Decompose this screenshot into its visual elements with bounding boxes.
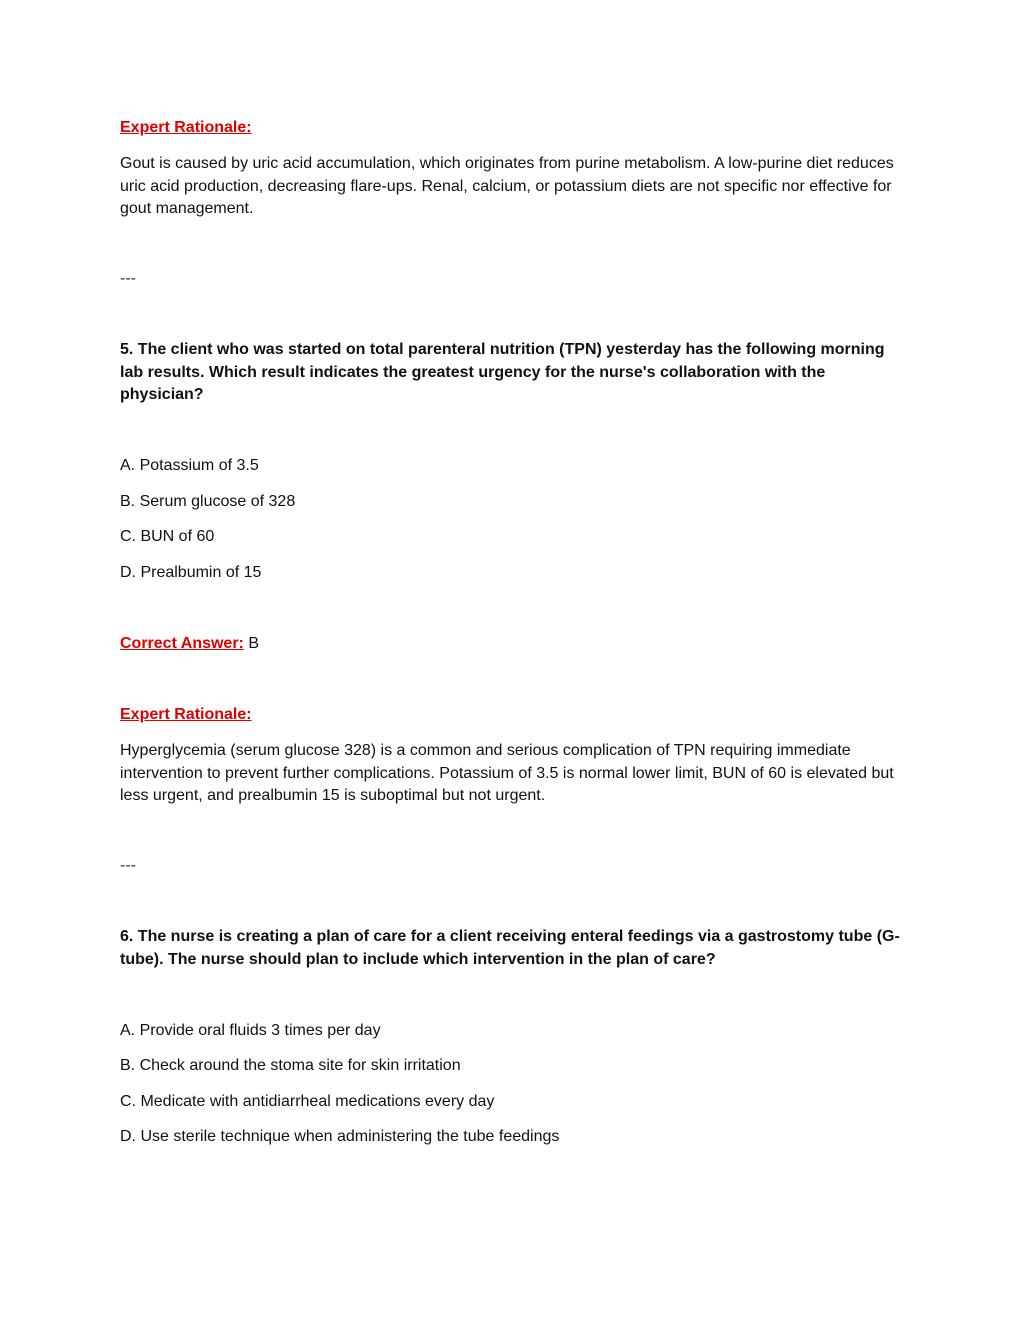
question-5-option-d: D. Prealbumin of 15: [120, 564, 262, 581]
question-6-option-b: B. Check around the stoma site for skin irritation: [120, 1057, 461, 1074]
rationale-label: Expert Rationale:: [120, 706, 252, 723]
rationale-label: Expert Rationale:: [120, 119, 252, 136]
question-5-option-b: B. Serum glucose of 328: [120, 493, 296, 510]
rationale-heading: [120, 117, 905, 140]
question-5-option-c: C. BUN of 60: [120, 528, 215, 545]
question-6-option-a: A. Provide oral fluids 3 times per day: [120, 1022, 381, 1039]
correct-answer-value: B: [243, 635, 260, 652]
question-5-rationale-text: Hyperglycemia (serum glucose 328) is a common and serious complication of TPN requiring immediate intervention to prevent further complications. Potassium of 3.5 is normal lower limit, BUN of 60 is elevated but less urgent, and prealbumin 15 is suboptimal but not urgent.: [120, 742, 894, 804]
question-5-correct-answer: [120, 633, 905, 656]
question-5-rationale-heading: [120, 704, 905, 727]
correct-answer-label: Correct Answer:: [120, 635, 244, 652]
question-6-option-d: D. Use sterile technique when administering the tube feedings: [120, 1128, 560, 1145]
question-6-text: 6. The nurse is creating a plan of care for a client receiving enteral feedings via a gastrostomy tube (G-tube). The nurse should plan to include which intervention in the plan of care?: [120, 928, 900, 968]
question-6-option-c: C. Medicate with antidiarrheal medications every day: [120, 1093, 495, 1110]
section-separator: ---: [120, 270, 136, 287]
section-separator: ---: [120, 857, 136, 874]
question-5-text: 5. The client who was started on total parenteral nutrition (TPN) yesterday has the following morning lab results. Which result indicates the greatest urgency for the nurse's collaboration with the physician?: [120, 341, 885, 403]
rationale-text: Gout is caused by uric acid accumulation, which originates from purine metabolism. A low-purine diet reduces uric acid production, decreasing flare-ups. Renal, calcium, or potassium diets are not specific nor effective for gout management.: [120, 155, 894, 217]
question-5-option-a: A. Potassium of 3.5: [120, 457, 259, 474]
